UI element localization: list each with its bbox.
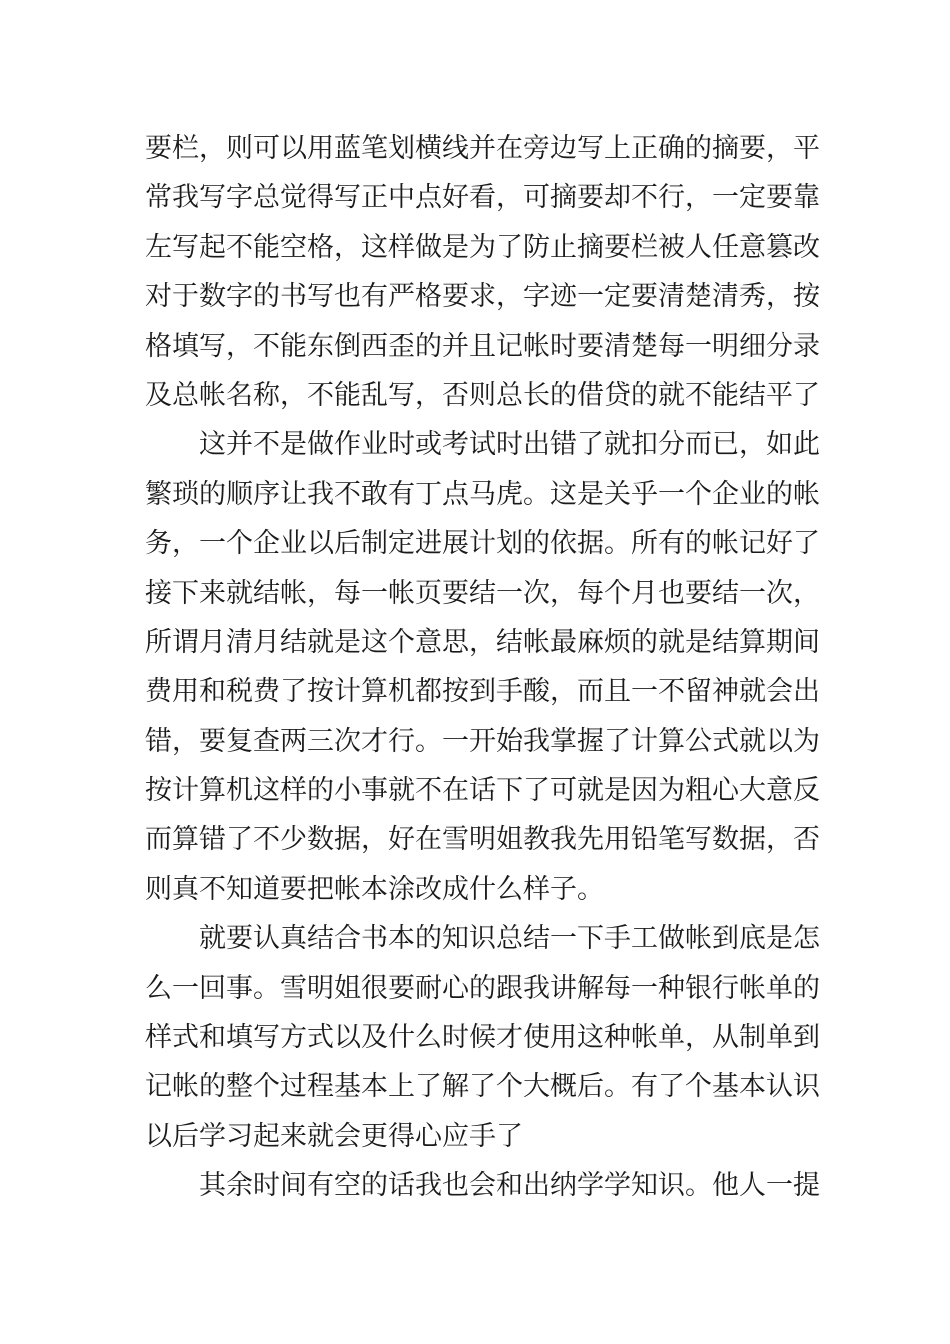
paragraph-start-line: 其余时间有空的话我也会和出纳学学知识。他人一提 bbox=[199, 1170, 820, 1202]
text-line: 格填写，不能东倒西歪的并且记帐时要清楚每一明细分录 bbox=[145, 330, 820, 362]
text-line: 要栏，则可以用蓝笔划横线并在旁边写上正确的摘要，平 bbox=[145, 133, 820, 164]
text-line: 么一回事。雪明姐很要耐心的跟我讲解每一种银行帐单的 bbox=[145, 972, 820, 1004]
text-line: 而算错了不少数据，好在雪明姐教我先用铅笔写数据，否 bbox=[145, 824, 820, 856]
text-line: 以后学习起来就会更得心应手了 bbox=[145, 1120, 523, 1152]
text-line: 费用和税费了按计算机都按到手酸，而且一不留神就会出 bbox=[145, 676, 820, 708]
text-line: 接下来就结帐，每一帐页要结一次，每个月也要结一次， bbox=[145, 577, 820, 609]
text-line: 及总帐名称，不能乱写，否则总长的借贷的就不能结平了 bbox=[145, 379, 820, 411]
paragraph-start-line: 这并不是做作业时或考试时出错了就扣分而已，如此 bbox=[199, 429, 820, 461]
text-line: 样式和填写方式以及什么时候才使用这种帐单，从制单到 bbox=[145, 1022, 820, 1054]
text-line: 左写起不能空格，这样做是为了防止摘要栏被人任意篡改 bbox=[145, 231, 820, 263]
text-line: 常我写字总觉得写正中点好看，可摘要却不行，一定要靠 bbox=[145, 182, 820, 214]
text-line: 按计算机这样的小事就不在话下了可就是因为粗心大意反 bbox=[145, 775, 820, 807]
text-line: 务，一个企业以后制定进展计划的依据。所有的帐记好了 bbox=[145, 528, 820, 560]
paragraph-start-line: 就要认真结合书本的知识总结一下手工做帐到底是怎 bbox=[199, 923, 820, 955]
text-line: 繁琐的顺序让我不敢有丁点马虎。这是关乎一个企业的帐 bbox=[145, 478, 820, 510]
text-line: 则真不知道要把帐本涂改成什么样子。 bbox=[145, 873, 604, 905]
text-line: 所谓月清月结就是这个意思，结帐最麻烦的就是结算期间 bbox=[145, 626, 820, 658]
body-text bbox=[145, 124, 820, 1211]
text-line: 对于数字的书写也有严格要求，字迹一定要清楚清秀，按 bbox=[145, 281, 820, 313]
text-line: 记帐的整个过程基本上了解了个大概后。有了个基本认识 bbox=[145, 1071, 820, 1103]
text-line: 错，要复查两三次才行。一开始我掌握了计算公式就以为 bbox=[145, 725, 820, 757]
